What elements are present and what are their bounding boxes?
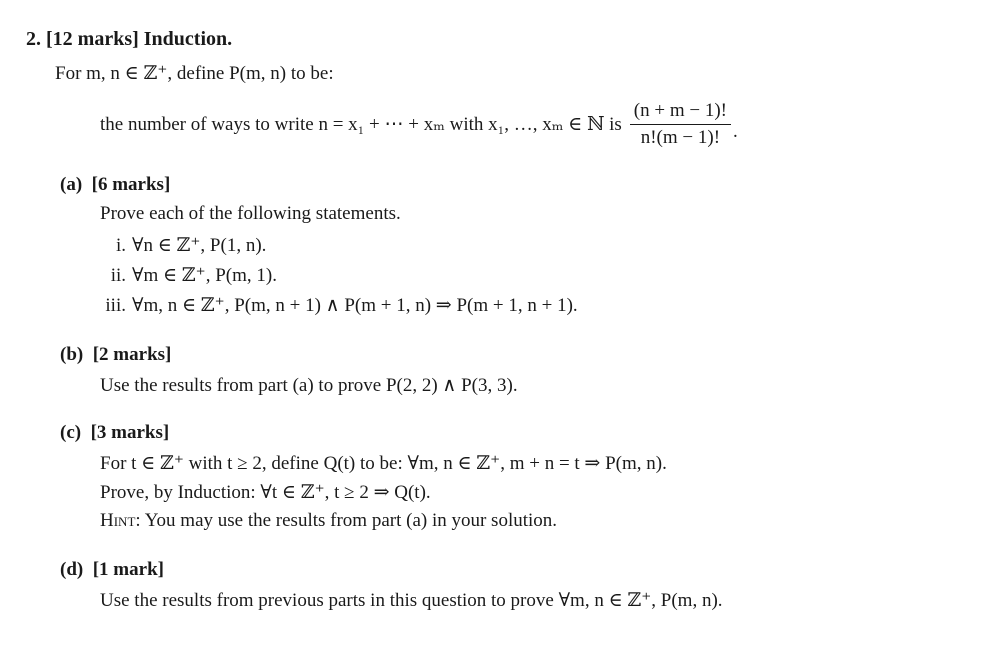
hint-text: You may use the results from part (a) in your solution.	[144, 510, 558, 531]
part-d-header	[60, 559, 164, 581]
part-c-line-1: For t ∈ ℤ⁺ with t ≥ 2, define Q(t) to be: ∀m, n ∈ ℤ⁺, m + n = t ⇒ P(m, n).	[100, 453, 667, 474]
part-b-marks: [2 marks]	[92, 344, 172, 365]
part-a-item-1	[100, 234, 266, 257]
statement-text: the number of ways to write n = x₁ + ⋯ + xₘ with x₁, …, xₘ ∈ ℕ is	[100, 114, 622, 135]
part-b-text: Use the results from part (a) to prove P(2, 2) ∧ P(3, 3).	[100, 375, 518, 396]
part-a-intro: Prove each of the following statements.	[100, 203, 401, 224]
fraction	[630, 100, 731, 149]
part-d-marks: [1 mark]	[92, 559, 164, 580]
statement-period: .	[732, 120, 738, 142]
item-numeral: ii.	[110, 265, 126, 286]
item-text: ∀n ∈ ℤ⁺, P(1, n).	[132, 235, 267, 256]
part-b-header	[60, 344, 171, 366]
part-c-marks: [3 marks]	[90, 422, 170, 443]
part-b-label: (b)	[60, 344, 84, 365]
part-a-item-3	[100, 294, 578, 317]
part-c-header	[60, 422, 169, 444]
item-text: ∀m ∈ ℤ⁺, P(m, 1).	[132, 265, 277, 286]
definition-statement	[100, 100, 738, 149]
part-d-text: Use the results from previous parts in this question to prove ∀m, n ∈ ℤ⁺, P(m, n).	[100, 590, 723, 611]
part-a-label: (a)	[60, 174, 83, 195]
part-d-label: (d)	[60, 559, 84, 580]
question-number: 2.	[26, 28, 41, 50]
part-a-header	[60, 174, 170, 196]
fraction-numerator: (n + m − 1)!	[630, 100, 731, 125]
part-c-line-2: Prove, by Induction: ∀t ∈ ℤ⁺, t ≥ 2 ⇒ Q(t).	[100, 482, 431, 503]
question-title: Induction.	[143, 28, 233, 50]
part-a-marks: [6 marks]	[91, 174, 171, 195]
part-a-item-2	[100, 264, 277, 287]
item-numeral: iii.	[105, 295, 126, 316]
part-c-hint	[100, 510, 557, 532]
question-marks: [12 marks]	[46, 28, 139, 50]
part-c-label: (c)	[60, 422, 82, 443]
hint-label: Hint:	[100, 510, 141, 531]
definition-line: For m, n ∈ ℤ⁺, define P(m, n) to be:	[55, 63, 334, 84]
question-heading	[26, 28, 232, 51]
item-text: ∀m, n ∈ ℤ⁺, P(m, n + 1) ∧ P(m + 1, n) ⇒ P(m + 1, n + 1).	[132, 295, 578, 316]
fraction-denominator: n!(m − 1)!	[640, 127, 721, 148]
item-numeral: i.	[115, 235, 126, 256]
